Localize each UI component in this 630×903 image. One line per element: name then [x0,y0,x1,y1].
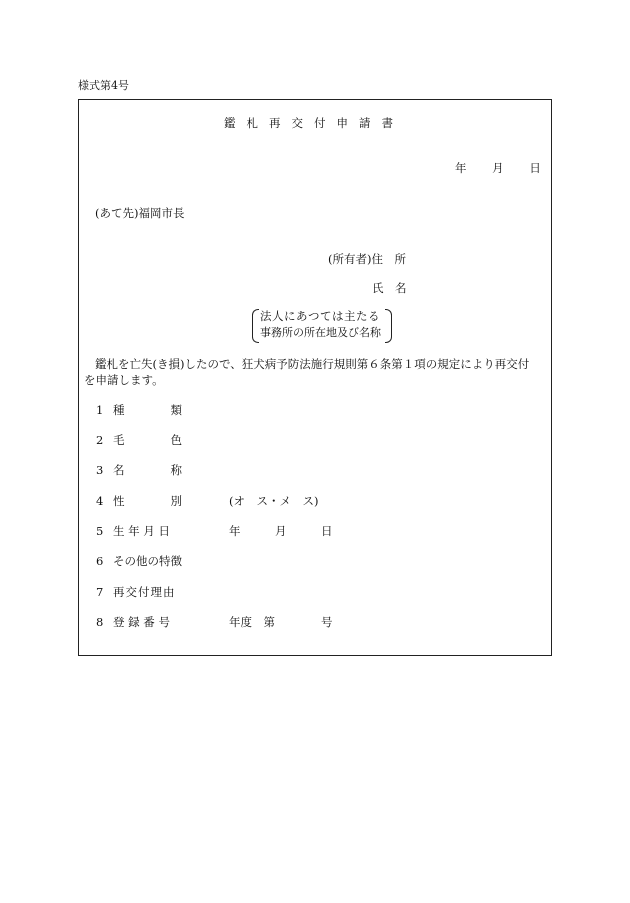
item-label: その他の特徴 [113,554,182,568]
item-number: 2 [96,433,104,447]
date-year: 年 [455,161,467,175]
form-title: 鑑札再交付申請書 [224,116,404,130]
item-number: 5 [96,524,104,538]
item-label: 毛 色 [113,433,182,447]
date-line [455,163,541,175]
corporate-note [252,309,392,343]
addressee: (あて先)福岡市長 [95,206,185,220]
item-value: 年 月 日 [229,524,333,538]
body-text-line2: を申請します。 [84,373,164,387]
item-label: 名 称 [113,463,182,477]
left-bracket [252,309,259,343]
item-label: 再交付理由 [113,585,176,599]
corporate-note-line1: 法人にあつては主たる [260,309,380,323]
item-number: 4 [96,494,104,508]
date-day: 日 [529,161,541,175]
item-value: (オ ス・メ ス) [229,494,319,508]
item-number: 8 [96,615,104,629]
item-number: 3 [96,463,104,477]
owner-name-label: 氏 名 [372,281,407,295]
item-label: 登 録 番 号 [113,615,170,629]
item-number: 1 [96,403,104,417]
form-number: 様式第4号 [78,79,129,92]
item-number: 6 [96,554,104,568]
corporate-note-line2: 事務所の所在地及び名称 [260,326,381,339]
item-value: 年度 第 号 [229,615,333,629]
item-label: 生 年 月 日 [113,524,170,538]
item-number: 7 [96,585,104,599]
item-label: 性 別 [113,494,182,508]
date-month: 月 [492,161,504,175]
owner-address-label: (所有者)住 所 [328,252,406,266]
body-text-line1: 鑑札を亡失(き損)したので、狂犬病予防法施行規則第６条第１項の規定により再交付 [95,357,530,371]
right-bracket [385,309,392,343]
item-label: 種 類 [113,403,182,417]
